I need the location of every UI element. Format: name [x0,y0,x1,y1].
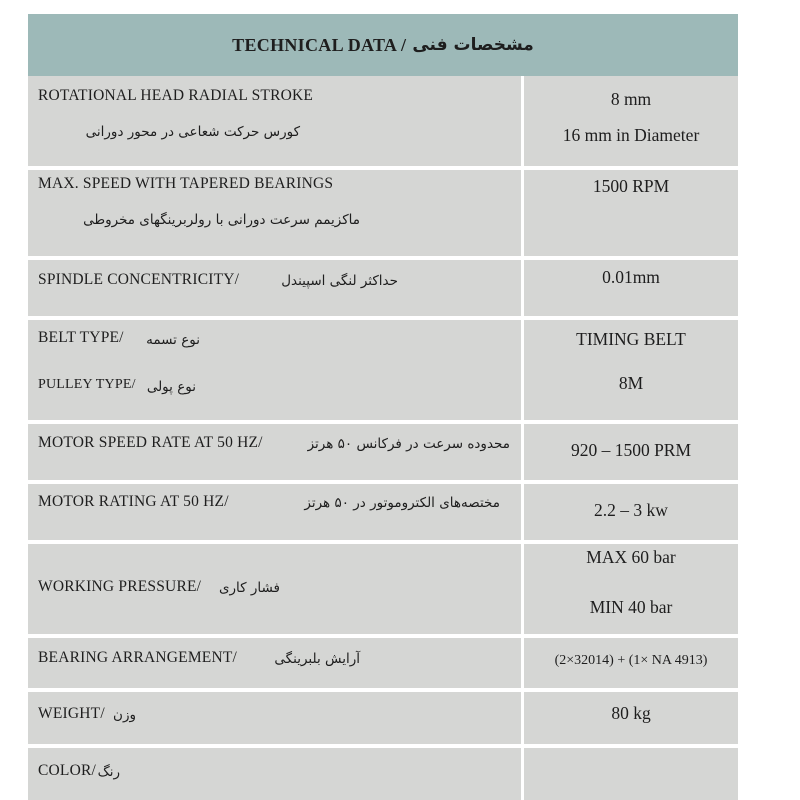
table-row [28,544,738,634]
technical-data-table [28,14,738,800]
column-divider [521,748,524,800]
row-label-en: MOTOR SPEED RATE AT 50 HZ/ [38,434,263,451]
row-label-en: COLOR/ [38,762,97,779]
row-label-en: WEIGHT/ [38,705,105,722]
row-label-en: BEARING ARRANGEMENT/ [38,649,238,666]
table-row [28,484,738,540]
row-label2-fa: نوع پولی [146,379,196,395]
row-label-en: MOTOR RATING AT 50 HZ/ [38,493,229,510]
row-label-fa: ماکزیمم سرعت دورانی با رولربرینگهای مخروطی [83,212,360,228]
row-value: 0.01mm [602,267,660,287]
row-label-fa: کورس حرکت شعاعی در محور دورانی [85,124,300,140]
row-label-en: SPINDLE CONCENTRICITY/ [38,271,240,288]
row-label-fa: آرایش بلبرینگی [274,651,360,667]
row-label-fa: رنگ [97,764,120,780]
table-row [28,170,738,256]
row-value: 80 kg [611,703,651,723]
row-value: 16 mm in Diameter [562,125,700,145]
table-row [28,260,738,316]
row-label-fa: محدوده سرعت در فرکانس ۵۰ هرتز [307,436,510,452]
row-label-en: WORKING PRESSURE/ [38,578,202,595]
row-value: 8M [618,373,644,393]
table-row [28,424,738,480]
row-label-en: MAX. SPEED WITH TAPERED BEARINGS [38,175,334,192]
row-label-en: ROTATIONAL HEAD RADIAL STROKE [38,87,314,104]
row-value: MIN 40 bar [589,597,673,617]
row-value: 1500 RPM [592,176,670,196]
row-label-fa: وزن [113,707,136,723]
row-value: 8 mm [610,89,652,109]
table-row [28,748,738,800]
row-label-fa: مختصه‌های الکتروموتور در ۵۰ هرتز [304,495,500,511]
row-value: 920 – 1500 PRM [570,440,692,460]
header-title-fa: مشخصات فنی [412,35,534,55]
table-row [28,692,738,744]
row-value: MAX 60 bar [586,547,676,567]
table-row [28,76,738,166]
row-label-fa: فشار کاری [218,580,280,596]
table-row [28,320,738,420]
header-title-en: TECHNICAL DATA / [232,34,407,55]
table-row [28,638,738,688]
row-label-fa: نوع تسمه [146,332,200,348]
row-value: 2.2 – 3 kw [594,500,668,520]
row-value: (2×32014) + (1× NA 4913) [554,653,708,668]
row-value: TIMING BELT [576,329,686,349]
row-label-en: BELT TYPE/ [38,329,124,346]
row-label-fa: حداکثر لنگی اسپیندل [281,273,398,289]
table-header [28,14,738,76]
row-label2-en: PULLEY TYPE/ [38,377,136,392]
